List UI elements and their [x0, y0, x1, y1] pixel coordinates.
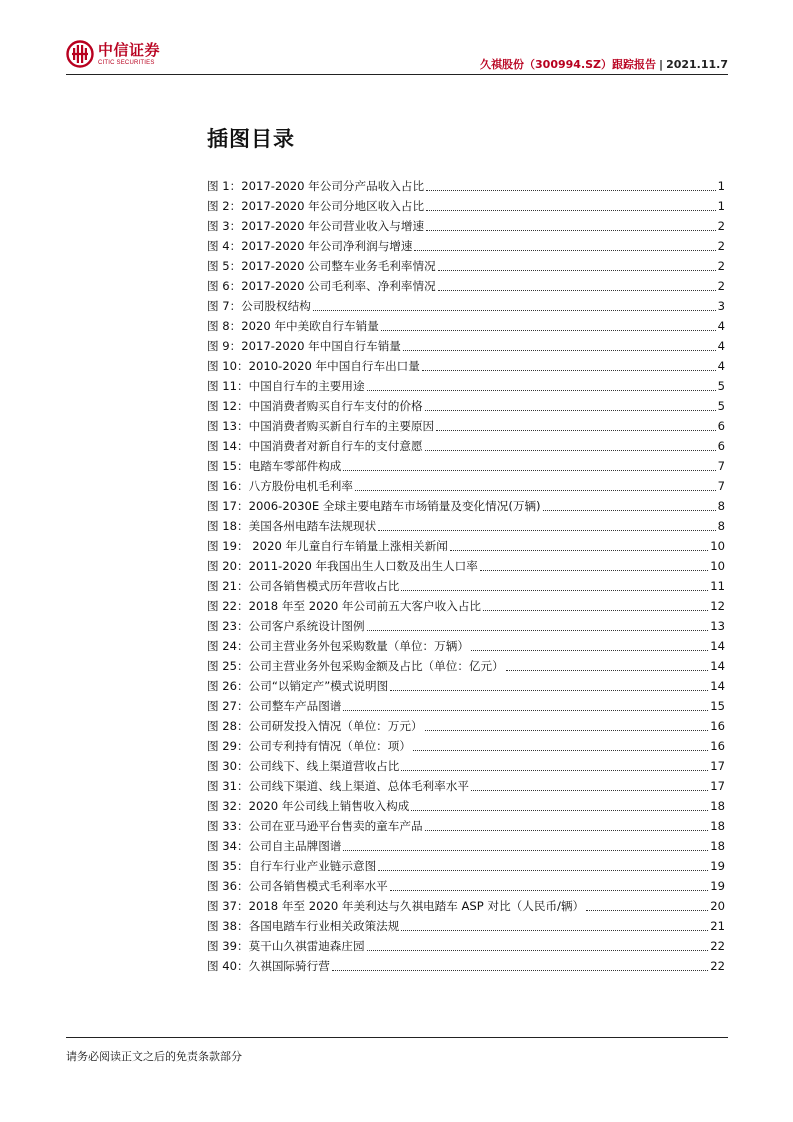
toc-entry-page-number: 8 [717, 499, 725, 513]
toc-entry-page-number: 20 [710, 899, 725, 913]
toc-entry-page-number: 17 [710, 779, 725, 793]
toc-leader-dots [543, 510, 716, 511]
toc-entry-page-number: 14 [710, 639, 725, 653]
toc-leader-dots [436, 430, 715, 431]
toc-entry[interactable] [207, 776, 725, 796]
toc-entry-page-number: 5 [717, 399, 725, 413]
toc-leader-dots [425, 410, 716, 411]
toc-entry[interactable] [207, 716, 725, 736]
toc-leader-dots [426, 190, 716, 191]
toc-entry-label: 图 9：2017-2020 年中国自行车销量 [207, 339, 401, 353]
toc-leader-dots [586, 910, 708, 911]
toc-entry[interactable] [207, 836, 725, 856]
toc-entry-label: 图 30：公司线下、线上渠道营收占比 [207, 759, 400, 773]
toc-entry-page-number: 10 [710, 539, 725, 553]
toc-leader-dots [367, 390, 716, 391]
toc-leader-dots [313, 310, 716, 311]
toc-entry-page-number: 8 [717, 519, 725, 533]
toc-entry-label: 图 21：公司各销售模式历年营收占比 [207, 579, 400, 593]
toc-entry-page-number: 22 [710, 959, 725, 973]
toc-leader-dots [378, 870, 708, 871]
logo-english-text: CITIC SECURITIES [98, 59, 155, 66]
toc-leader-dots [471, 790, 708, 791]
toc-entry-page-number: 10 [710, 559, 725, 573]
toc-entry-page-number: 19 [710, 859, 725, 873]
toc-entry-label: 图 16：八方股份电机毛利率 [207, 479, 353, 493]
toc-entry-page-number: 12 [710, 599, 725, 613]
toc-entry-page-number: 6 [717, 419, 725, 433]
toc-entry-label: 图 17：2006-2030E 全球主要电踏车市场销量及变化情况(万辆) [207, 499, 541, 513]
toc-entry[interactable] [207, 756, 725, 776]
toc-entry-page-number: 16 [710, 739, 725, 753]
toc-entry[interactable] [207, 376, 725, 396]
section-title: 插图目录 [207, 127, 295, 151]
page-header [66, 36, 728, 76]
toc-entry-page-number: 16 [710, 719, 725, 733]
citic-logo-mark-icon [66, 40, 94, 68]
toc-entry[interactable] [207, 696, 725, 716]
toc-entry-page-number: 6 [717, 439, 725, 453]
toc-entry-label: 图 35：自行车行业产业链示意图 [207, 859, 377, 873]
toc-entry[interactable] [207, 456, 725, 476]
toc-entry-page-number: 15 [710, 699, 725, 713]
toc-leader-dots [390, 690, 708, 691]
toc-entry-label: 图 14：中国消费者对新自行车的支付意愿 [207, 439, 423, 453]
header-divider [66, 74, 728, 75]
toc-entry-page-number: 2 [717, 219, 725, 233]
toc-entry-label: 图 34：公司自主品牌图谱 [207, 839, 342, 853]
toc-entry-page-number: 1 [717, 179, 725, 193]
footer-divider [66, 1037, 728, 1038]
toc-entry-page-number: 1 [717, 199, 725, 213]
citic-logo [66, 40, 160, 68]
toc-entry-page-number: 4 [717, 339, 725, 353]
toc-entry-page-number: 4 [717, 359, 725, 373]
toc-entry-label: 图 28：公司研发投入情况（单位：万元） [207, 719, 423, 733]
toc-leader-dots [355, 490, 716, 491]
toc-entry-label: 图 13：中国消费者购买新自行车的主要原因 [207, 419, 435, 433]
toc-entry[interactable] [207, 856, 725, 876]
toc-entry[interactable] [207, 676, 725, 696]
toc-entry-page-number: 11 [710, 579, 725, 593]
toc-entry[interactable] [207, 736, 725, 756]
report-name: 久祺股份（300994.SZ）跟踪报告 [480, 58, 657, 71]
toc-leader-dots [343, 710, 708, 711]
toc-leader-dots [425, 830, 709, 831]
title-separator: | [659, 58, 664, 71]
toc-entry-label: 图 40：久祺国际骑行营 [207, 959, 330, 973]
toc-entry-label: 图 26：公司“以销定产”模式说明图 [207, 679, 389, 693]
toc-leader-dots [343, 470, 715, 471]
toc-entry[interactable] [207, 196, 725, 216]
toc-leader-dots [414, 250, 715, 251]
toc-entry[interactable] [207, 416, 725, 436]
toc-entry[interactable] [207, 316, 725, 336]
toc-leader-dots [401, 590, 708, 591]
toc-entry-page-number: 2 [717, 259, 725, 273]
toc-entry-label: 图 6：2017-2020 公司毛利率、净利率情况 [207, 279, 436, 293]
toc-entry-label: 图 36：公司各销售模式毛利率水平 [207, 879, 388, 893]
toc-entry-label: 图 27：公司整车产品图谱 [207, 699, 342, 713]
toc-entry-label: 图 2：2017-2020 年公司分地区收入占比 [207, 199, 425, 213]
toc-leader-dots [438, 290, 716, 291]
toc-entry-label: 图 18：美国各州电踏车法规现状 [207, 519, 377, 533]
toc-entry[interactable] [207, 476, 725, 496]
toc-entry-label: 图 15：电踏车零部件构成 [207, 459, 342, 473]
toc-entry-label: 图 12：中国消费者购买自行车支付的价格 [207, 399, 423, 413]
toc-entry[interactable] [207, 396, 725, 416]
toc-leader-dots [332, 970, 708, 971]
toc-leader-dots [480, 570, 708, 571]
toc-entry-page-number: 13 [710, 619, 725, 633]
toc-entry-label: 图 19： 2020 年儿童自行车销量上涨相关新闻 [207, 539, 448, 553]
toc-leader-dots [506, 670, 709, 671]
toc-entry[interactable] [207, 536, 725, 556]
toc-leader-dots [381, 330, 716, 331]
toc-leader-dots [426, 210, 716, 211]
toc-leader-dots [413, 750, 708, 751]
toc-entry-label: 图 10：2010-2020 年中国自行车出口量 [207, 359, 420, 373]
toc-entry[interactable] [207, 436, 725, 456]
toc-entry[interactable] [207, 576, 725, 596]
toc-entry-label: 图 20：2011-2020 年我国出生人口数及出生人口率 [207, 559, 478, 573]
toc-entry-label: 图 3：2017-2020 年公司营业收入与增速 [207, 219, 425, 233]
toc-leader-dots [343, 850, 708, 851]
toc-entry-label: 图 31：公司线下渠道、线上渠道、总体毛利率水平 [207, 779, 469, 793]
toc-entry-page-number: 18 [710, 819, 725, 833]
toc-entry-label: 图 25：公司主营业务外包采购金额及占比（单位：亿元） [207, 659, 504, 673]
figure-toc-list [207, 176, 725, 976]
toc-entry[interactable] [207, 216, 725, 236]
toc-leader-dots [450, 550, 708, 551]
toc-entry-label: 图 7：公司股权结构 [207, 299, 311, 313]
logo-chinese-text: 中信证券 [98, 40, 161, 59]
toc-entry[interactable] [207, 596, 725, 616]
toc-entry[interactable] [207, 916, 725, 936]
toc-entry[interactable] [207, 896, 725, 916]
toc-leader-dots [483, 610, 708, 611]
toc-entry-label: 图 4：2017-2020 年公司净利润与增速 [207, 239, 413, 253]
toc-entry-page-number: 7 [717, 479, 725, 493]
toc-entry[interactable] [207, 336, 725, 356]
toc-entry[interactable] [207, 496, 725, 516]
toc-entry-label: 图 22：2018 年至 2020 年公司前五大客户收入占比 [207, 599, 482, 613]
toc-leader-dots [471, 650, 708, 651]
toc-entry-label: 图 29：公司专利持有情况（单位：项） [207, 739, 411, 753]
toc-entry[interactable] [207, 816, 725, 836]
toc-entry-label: 图 32：2020 年公司线上销售收入构成 [207, 799, 410, 813]
toc-leader-dots [425, 450, 716, 451]
toc-leader-dots [367, 630, 709, 631]
toc-entry-page-number: 22 [710, 939, 725, 953]
toc-leader-dots [378, 530, 715, 531]
toc-entry-label: 图 38：各国电踏车行业相关政策法规 [207, 919, 400, 933]
toc-leader-dots [401, 930, 708, 931]
toc-entry-label: 图 23：公司客户系统设计图例 [207, 619, 365, 633]
toc-entry-page-number: 2 [717, 279, 725, 293]
toc-entry[interactable] [207, 796, 725, 816]
toc-leader-dots [390, 890, 708, 891]
toc-leader-dots [403, 350, 716, 351]
toc-leader-dots [438, 270, 716, 271]
toc-entry[interactable] [207, 256, 725, 276]
toc-entry[interactable] [207, 276, 725, 296]
footer-disclaimer: 请务必阅读正文之后的免责条款部分 [66, 1050, 242, 1063]
toc-entry[interactable] [207, 956, 725, 976]
toc-entry-page-number: 18 [710, 799, 725, 813]
toc-entry[interactable] [207, 236, 725, 256]
toc-entry-page-number: 4 [717, 319, 725, 333]
toc-entry-label: 图 24：公司主营业务外包采购数量（单位：万辆） [207, 639, 469, 653]
toc-entry[interactable] [207, 616, 725, 636]
report-title [480, 56, 728, 72]
toc-leader-dots [367, 950, 709, 951]
toc-entry[interactable] [207, 656, 725, 676]
toc-entry[interactable] [207, 176, 725, 196]
toc-entry-page-number: 5 [717, 379, 725, 393]
toc-entry-label: 图 39：莫干山久祺雷迪森庄园 [207, 939, 365, 953]
toc-entry-page-number: 14 [710, 679, 725, 693]
toc-entry-page-number: 17 [710, 759, 725, 773]
report-date: 2021.11.7 [666, 58, 728, 71]
toc-entry[interactable] [207, 556, 725, 576]
toc-entry-page-number: 21 [710, 919, 725, 933]
toc-entry-page-number: 19 [710, 879, 725, 893]
toc-entry-page-number: 18 [710, 839, 725, 853]
toc-entry[interactable] [207, 516, 725, 536]
toc-entry-page-number: 2 [717, 239, 725, 253]
toc-leader-dots [411, 810, 708, 811]
toc-leader-dots [425, 730, 709, 731]
toc-entry[interactable] [207, 356, 725, 376]
toc-entry-page-number: 7 [717, 459, 725, 473]
toc-entry-label: 图 8：2020 年中美欧自行车销量 [207, 319, 379, 333]
toc-leader-dots [401, 770, 708, 771]
toc-entry[interactable] [207, 636, 725, 656]
toc-entry-label: 图 37：2018 年至 2020 年美利达与久祺电踏车 ASP 对比（人民币/辆） [207, 899, 585, 913]
toc-entry-label: 图 11：中国自行车的主要用途 [207, 379, 365, 393]
toc-entry-label: 图 33：公司在亚马逊平台售卖的童车产品 [207, 819, 423, 833]
toc-entry-page-number: 3 [717, 299, 725, 313]
toc-entry[interactable] [207, 296, 725, 316]
toc-entry[interactable] [207, 936, 725, 956]
toc-entry[interactable] [207, 876, 725, 896]
toc-leader-dots [422, 370, 716, 371]
toc-entry-page-number: 14 [710, 659, 725, 673]
toc-entry-label: 图 5：2017-2020 公司整车业务毛利率情况 [207, 259, 436, 273]
toc-entry-label: 图 1：2017-2020 年公司分产品收入占比 [207, 179, 425, 193]
toc-leader-dots [426, 230, 716, 231]
